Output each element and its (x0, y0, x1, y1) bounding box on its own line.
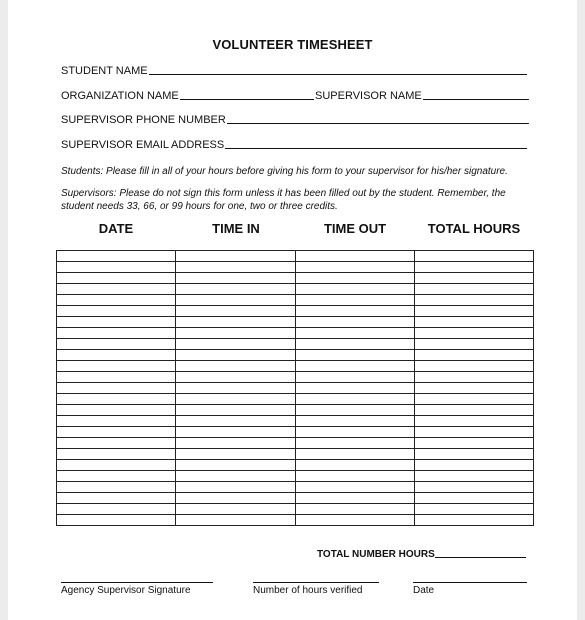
table-row (57, 361, 534, 372)
table-row (57, 405, 534, 416)
date-cell[interactable] (57, 482, 176, 493)
student-name-label: STUDENT NAME (61, 65, 148, 77)
date-cell[interactable] (57, 438, 176, 449)
total-hours-cell[interactable] (414, 339, 533, 350)
total-hours-cell[interactable] (414, 438, 533, 449)
total-hours-cell[interactable] (414, 251, 533, 262)
date-cell[interactable] (57, 515, 176, 526)
time-out-cell[interactable] (295, 482, 414, 493)
table-row (57, 251, 534, 262)
time-out-cell[interactable] (295, 427, 414, 438)
time-in-cell[interactable] (176, 416, 295, 427)
total-hours-cell[interactable] (414, 427, 533, 438)
table-row (57, 482, 534, 493)
table-row (57, 273, 534, 284)
time-in-cell[interactable] (176, 339, 295, 350)
table-row (57, 449, 534, 460)
table-row (57, 515, 534, 526)
time-in-cell[interactable] (176, 504, 295, 515)
total-hours-cell[interactable] (414, 350, 533, 361)
time-in-cell[interactable] (176, 460, 295, 471)
time-out-cell[interactable] (295, 460, 414, 471)
total-hours-cell[interactable] (414, 471, 533, 482)
time-in-cell[interactable] (176, 438, 295, 449)
time-in-cell[interactable] (176, 350, 295, 361)
agency-signature-line[interactable] (61, 582, 213, 583)
time-in-cell[interactable] (176, 273, 295, 284)
hours-table (56, 250, 534, 526)
table-row (57, 350, 534, 361)
time-out-cell[interactable] (295, 394, 414, 405)
total-hours-cell[interactable] (414, 361, 533, 372)
table-row (57, 493, 534, 504)
date-cell[interactable] (57, 328, 176, 339)
table-row (57, 438, 534, 449)
total-hours-cell[interactable] (414, 405, 533, 416)
time-in-cell[interactable] (176, 317, 295, 328)
timesheet-page (8, 0, 577, 620)
form-title: VOLUNTEER TIMESHEET (212, 37, 373, 52)
time-out-cell[interactable] (295, 515, 414, 526)
total-hours-cell[interactable] (414, 317, 533, 328)
date-cell[interactable] (57, 449, 176, 460)
table-row (57, 339, 534, 350)
time-in-cell[interactable] (176, 515, 295, 526)
time-out-cell[interactable] (295, 438, 414, 449)
students-instruction: Students: Please fill in all of your hours before giving his form to your supervisor for his/her signature. (61, 166, 508, 177)
supervisors-instruction: Supervisors: Please do not sign this form unless it has been filled out by the student. Remember, the student needs 33, 66, or 99 hours for one, two or three credits. (61, 188, 506, 212)
time-out-cell[interactable] (295, 416, 414, 427)
date-cell[interactable] (57, 284, 176, 295)
student-name-field[interactable] (61, 65, 527, 77)
date-cell[interactable] (57, 405, 176, 416)
time-in-cell[interactable] (176, 394, 295, 405)
time-in-cell[interactable] (176, 383, 295, 394)
total-hours-cell[interactable] (414, 383, 533, 394)
organization-name-field[interactable] (61, 90, 314, 102)
date-cell[interactable] (57, 317, 176, 328)
organization-name-line[interactable] (180, 98, 314, 100)
time-in-cell[interactable] (176, 372, 295, 383)
total-hours-cell[interactable] (414, 328, 533, 339)
total-hours-line[interactable] (435, 557, 526, 558)
date-cell[interactable] (57, 493, 176, 504)
time-out-cell[interactable] (295, 361, 414, 372)
organization-name-label: ORGANIZATION NAME (61, 90, 179, 102)
time-in-cell[interactable] (176, 306, 295, 317)
table-row (57, 262, 534, 273)
date-cell[interactable] (57, 383, 176, 394)
table-row (57, 284, 534, 295)
supervisor-name-line[interactable] (423, 98, 529, 100)
total-hours-cell[interactable] (414, 460, 533, 471)
time-out-cell[interactable] (295, 262, 414, 273)
time-out-cell[interactable] (295, 449, 414, 460)
time-in-cell[interactable] (176, 405, 295, 416)
time-in-cell[interactable] (176, 361, 295, 372)
time-in-cell[interactable] (176, 262, 295, 273)
table-row (57, 394, 534, 405)
time-in-cell[interactable] (176, 482, 295, 493)
hours-verified-label: Number of hours verified (253, 585, 363, 596)
date-cell[interactable] (57, 251, 176, 262)
time-out-cell[interactable] (295, 383, 414, 394)
time-in-cell[interactable] (176, 471, 295, 482)
time-out-cell[interactable] (295, 284, 414, 295)
time-out-cell[interactable] (295, 493, 414, 504)
table-row (57, 471, 534, 482)
date-signature-line[interactable] (413, 582, 527, 583)
total-hours-cell[interactable] (414, 372, 533, 383)
supervisor-phone-line[interactable] (227, 122, 529, 124)
total-hours-cell[interactable] (414, 482, 533, 493)
date-cell[interactable] (57, 306, 176, 317)
student-name-line[interactable] (149, 73, 527, 75)
total-hours-cell[interactable] (414, 515, 533, 526)
supervisor-email-field[interactable] (61, 139, 527, 151)
time-out-cell[interactable] (295, 405, 414, 416)
total-hours-cell[interactable] (414, 306, 533, 317)
date-cell[interactable] (57, 339, 176, 350)
date-cell[interactable] (57, 372, 176, 383)
total-hours-cell[interactable] (414, 273, 533, 284)
time-in-cell[interactable] (176, 328, 295, 339)
time-out-cell[interactable] (295, 504, 414, 515)
date-cell[interactable] (57, 273, 176, 284)
date-cell[interactable] (57, 504, 176, 515)
date-cell[interactable] (57, 350, 176, 361)
table-row (57, 306, 534, 317)
total-hours-cell[interactable] (414, 416, 533, 427)
date-signature-label: Date (413, 585, 435, 596)
table-row (57, 372, 534, 383)
time-in-cell[interactable] (176, 449, 295, 460)
time-in-cell[interactable] (176, 251, 295, 262)
date-cell[interactable] (57, 427, 176, 438)
time-out-cell[interactable] (295, 317, 414, 328)
supervisor-email-line[interactable] (225, 147, 527, 149)
time-out-cell[interactable] (295, 295, 414, 306)
total-hours-field[interactable] (317, 549, 526, 560)
total-hours-cell[interactable] (414, 449, 533, 460)
time-out-cell[interactable] (295, 372, 414, 383)
table-row (57, 328, 534, 339)
column-header-total-hours: TOTAL HOURS (427, 221, 521, 236)
date-cell[interactable] (57, 361, 176, 372)
supervisor-email-label: SUPERVISOR EMAIL ADDRESS (61, 139, 225, 151)
table-row (57, 383, 534, 394)
date-cell[interactable] (57, 394, 176, 405)
total-hours-cell[interactable] (414, 295, 533, 306)
time-out-cell[interactable] (295, 339, 414, 350)
table-row (57, 504, 534, 515)
total-hours-label: TOTAL NUMBER HOURS (317, 549, 435, 560)
total-hours-cell[interactable] (414, 262, 533, 273)
column-header-time-in: TIME IN (212, 221, 260, 236)
time-out-cell[interactable] (295, 251, 414, 262)
table-row (57, 317, 534, 328)
total-hours-cell[interactable] (414, 284, 533, 295)
date-cell[interactable] (57, 295, 176, 306)
time-in-cell[interactable] (176, 427, 295, 438)
time-in-cell[interactable] (176, 493, 295, 504)
total-hours-cell[interactable] (414, 504, 533, 515)
table-row (57, 295, 534, 306)
time-in-cell[interactable] (176, 284, 295, 295)
table-row (57, 427, 534, 438)
date-cell[interactable] (57, 416, 176, 427)
time-out-cell[interactable] (295, 471, 414, 482)
column-header-time-out: TIME OUT (323, 221, 387, 236)
table-row (57, 416, 534, 427)
total-hours-cell[interactable] (414, 493, 533, 504)
date-cell[interactable] (57, 460, 176, 471)
time-out-cell[interactable] (295, 350, 414, 361)
hours-verified-line[interactable] (253, 582, 379, 583)
table-row (57, 460, 534, 471)
time-out-cell[interactable] (295, 328, 414, 339)
time-out-cell[interactable] (295, 306, 414, 317)
column-header-date: DATE (98, 221, 134, 236)
date-cell[interactable] (57, 471, 176, 482)
time-out-cell[interactable] (295, 273, 414, 284)
date-cell[interactable] (57, 262, 176, 273)
agency-signature-label: Agency Supervisor Signature (61, 585, 191, 596)
supervisor-name-label: SUPERVISOR NAME (315, 90, 422, 102)
total-hours-cell[interactable] (414, 394, 533, 405)
time-in-cell[interactable] (176, 295, 295, 306)
supervisor-name-field[interactable] (315, 90, 529, 102)
supervisor-phone-label: SUPERVISOR PHONE NUMBER (61, 114, 226, 126)
supervisor-phone-field[interactable] (61, 114, 529, 126)
